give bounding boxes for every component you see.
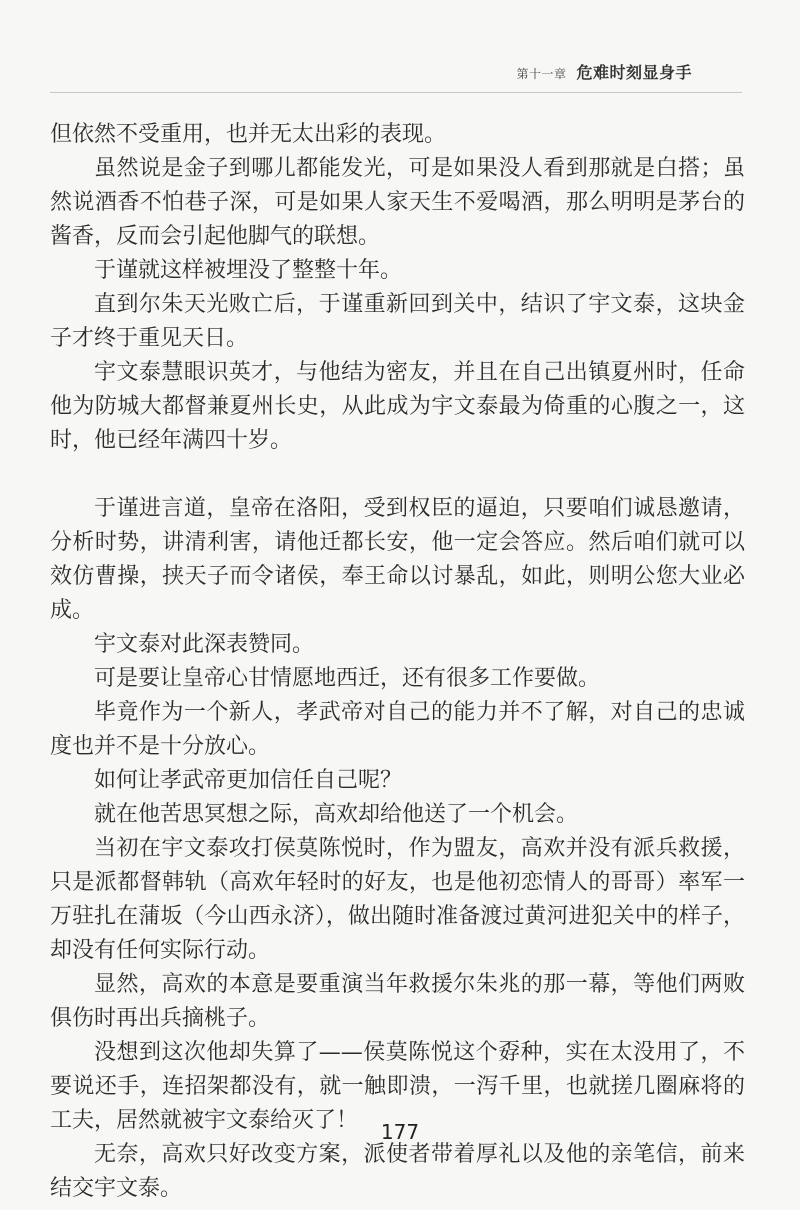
page-number: 177 [380,1120,420,1144]
paragraph: 无奈，高欢只好改变方案，派使者带着厚礼以及他的亲笔信，前来结交宇文泰。 [50,1142,745,1201]
body-text [50,118,745,1206]
paragraph: 当初在宇文泰攻打侯莫陈悦时，作为盟友，高欢并没有派兵救援，只是派都督韩轨（高欢年轻时的好友，也是他初恋情人的哥哥）率军一万驻扎在蒲坂（今山西永济），做出随时准备渡过黄河进犯关中的样子，却没有任何实际行动。 [50,836,745,963]
paragraph: 毕竟作为一个新人，孝武帝对自己的能力并不了解，对自己的忠诚度也并不是十分放心。 [50,700,745,759]
paragraph: 就在他苦思冥想之际，高欢却给他送了一个机会。 [94,802,579,827]
paragraph: 如何让孝武帝更加信任自己呢？ [94,768,403,793]
chapter-number: 第十一章 [516,67,567,81]
running-head [516,60,692,83]
paragraph: 宇文泰慧眼识英才，与他结为密友，并且在自己出镇夏州时，任命他为防城大都督兼夏州长史，从此成为宇文泰最为倚重的心腹之一，这时，他已经年满四十岁。 [50,360,745,453]
paragraph: 可是要让皇帝心甘情愿地西迁，还有很多工作要做。 [94,666,601,691]
paragraph: 但依然不受重用，也并无太出彩的表现。 [50,122,447,147]
paragraph: 宇文泰对此深表赞同。 [94,632,315,657]
paragraph: 显然，高欢的本意是要重演当年救援尔朱兆的那一幕，等他们两败俱伤时再出兵摘桃子。 [50,972,745,1031]
paragraph: 于谨进言道，皇帝在洛阳，受到权臣的逼迫，只要咱们诚恳邀请，分析时势，讲清利害，请他迁都长安，他一定会答应。然后咱们就可以效仿曹操，挟天子而令诸侯，奉王命以讨暴乱，如此，则明公您大业必成。 [50,496,745,623]
header-rule [50,92,742,93]
paragraph: 没想到这次他却失算了——侯莫陈悦这个孬种，实在太没用了，不要说还手，连招架都没有，就一触即溃，一泻千里，也就搓几圈麻将的工夫，居然就被宇文泰给灭了！ [50,1040,745,1133]
paragraph: 直到尔朱天光败亡后，于谨重新回到关中，结识了宇文泰，这块金子才终于重见天日。 [50,292,745,351]
paragraph: 于谨就这样被埋没了整整十年。 [94,258,403,283]
chapter-title: 危难时刻显身手 [576,63,692,82]
paragraph: 虽然说是金子到哪儿都能发光，可是如果没人看到那就是白搭；虽然说酒香不怕巷子深，可是如果人家天生不爱喝酒，那么明明是茅台的酱香，反而会引起他脚气的联想。 [50,156,745,249]
